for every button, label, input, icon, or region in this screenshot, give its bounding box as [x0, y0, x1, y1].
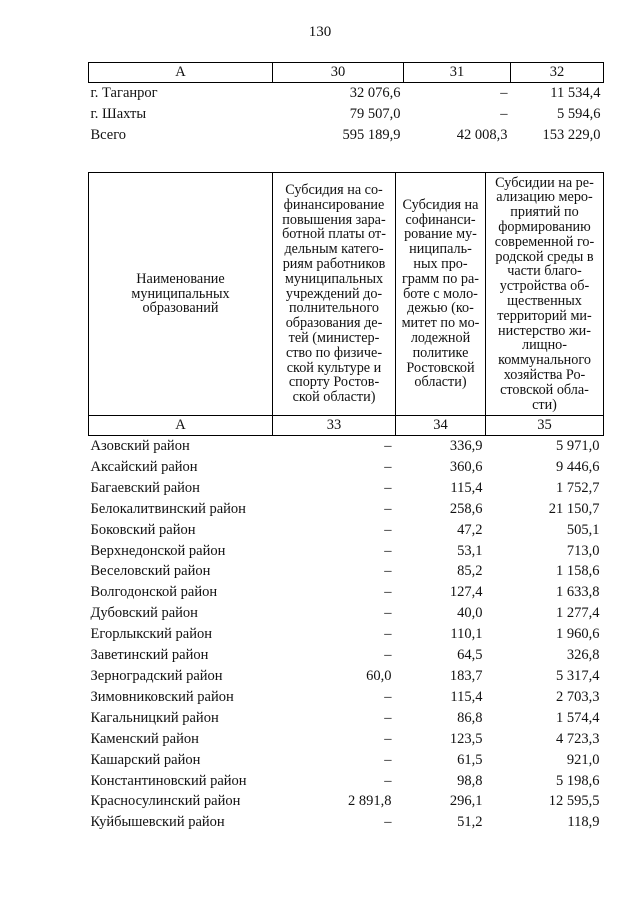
value-col-33: –: [384, 814, 392, 831]
value-col-33: –: [384, 458, 392, 475]
value-col-33: –: [384, 563, 392, 580]
header-col-33: Субсидия на со- финансирование повышения зара- ботной платы от- дельным катего- риям работников муниципальных учреждений до- полнительного образования де- тей (министер- ство по физиче- ской культуре и спорту Ростов- ской области): [273, 173, 396, 416]
municipality-name: Верхнедонской район: [90, 542, 226, 559]
value-col-35: 5 971,0: [556, 438, 600, 454]
table-row: [89, 582, 604, 603]
value-col-33: 60,0: [366, 667, 392, 684]
value-col-33: –: [384, 500, 392, 517]
total-col-31: 42 008,3: [456, 127, 508, 143]
column-number-a: А: [89, 416, 273, 436]
value-col-34: 86,8: [457, 709, 483, 726]
municipality-name: Константиновский район: [90, 772, 247, 789]
total-label: Всего: [90, 127, 127, 143]
municipality-name: Дубовский район: [90, 605, 198, 622]
value-col-32: 11 534,4: [550, 85, 601, 101]
value-col-34: 115,4: [450, 688, 483, 705]
value-col-34: 51,2: [457, 814, 483, 831]
page-number: 130: [308, 24, 332, 40]
municipality-name: Куйбышевский район: [90, 814, 225, 831]
column-number-35: 35: [486, 416, 604, 436]
value-col-35: 1 574,4: [556, 709, 600, 726]
table-row: [89, 104, 604, 125]
municipality-name: Кагальницкий район: [90, 709, 219, 726]
table-row: [89, 750, 604, 771]
value-col-33: –: [384, 751, 392, 768]
table-row: [89, 708, 604, 729]
value-col-34: 127,4: [449, 584, 483, 601]
table-row: [89, 812, 604, 833]
value-col-35: 1 277,4: [556, 605, 600, 622]
municipality-name: Кашарский район: [90, 751, 201, 768]
table-row: [89, 478, 604, 499]
municipality-name: г. Шахты: [90, 106, 147, 122]
value-col-31: –: [500, 106, 508, 122]
value-col-35: 1 158,6: [556, 563, 600, 580]
value-col-35: 21 150,7: [548, 500, 600, 517]
value-col-30: 79 507,0: [349, 106, 401, 122]
value-col-35: 1 960,6: [556, 626, 600, 643]
subsidies-table: [88, 172, 604, 833]
header-cell-30: 30: [273, 63, 404, 83]
value-col-34: 40,0: [457, 605, 483, 622]
value-col-35: 505,1: [566, 521, 600, 538]
value-col-35: 1 752,7: [556, 479, 600, 496]
value-col-35: 4 723,3: [556, 730, 600, 747]
table-row: [89, 666, 604, 687]
value-col-33: –: [384, 626, 392, 643]
value-col-35: 1 633,8: [556, 584, 600, 601]
table-row: [89, 624, 604, 645]
table-row: [89, 561, 604, 582]
value-col-35: 2 703,3: [556, 688, 600, 705]
table-row: [89, 791, 604, 812]
value-col-34: 296,1: [449, 793, 483, 810]
value-col-35: 118,9: [567, 814, 600, 831]
value-col-34: 183,7: [449, 667, 483, 684]
value-col-35: 326,8: [566, 647, 600, 664]
table-row: [89, 520, 604, 541]
value-col-32: 5 594,6: [557, 106, 601, 122]
value-col-33: –: [384, 542, 392, 559]
table-row: [89, 687, 604, 708]
value-col-33: –: [384, 521, 392, 538]
value-col-33: 2 891,8: [348, 793, 392, 810]
value-col-34: 85,2: [457, 563, 483, 580]
value-col-34: 98,8: [457, 772, 483, 789]
municipality-name: Азовский район: [90, 438, 190, 454]
municipality-name: Веселовский район: [90, 563, 211, 580]
value-col-35: 9 446,6: [556, 458, 600, 475]
value-col-34: 123,5: [449, 730, 483, 747]
table-row: [89, 603, 604, 624]
value-col-34: 53,1: [457, 542, 483, 559]
column-number-34: 34: [396, 416, 486, 436]
header-cell-name: А: [89, 63, 273, 83]
value-col-30: 32 076,6: [349, 85, 401, 101]
column-number-33: 33: [273, 416, 396, 436]
value-col-34: 115,4: [450, 479, 483, 496]
municipality-name: Волгодонской район: [90, 584, 218, 601]
value-col-35: 5 317,4: [556, 667, 600, 684]
table-row: [89, 83, 604, 105]
value-col-33: –: [384, 479, 392, 496]
header-municipality: Наименование муниципальных образований: [89, 173, 273, 416]
value-col-33: –: [384, 438, 392, 454]
header-cell-32: 32: [511, 63, 604, 83]
municipality-name: Зерноградский район: [90, 667, 223, 684]
table-row: [89, 541, 604, 562]
value-col-33: –: [384, 605, 392, 622]
value-col-34: 47,2: [457, 521, 483, 538]
value-col-33: –: [384, 730, 392, 747]
municipality-name: Каменский район: [90, 730, 199, 747]
value-col-33: –: [384, 709, 392, 726]
value-col-35: 5 198,6: [556, 772, 600, 789]
municipality-name: Боковский район: [90, 521, 196, 538]
value-col-35: 713,0: [566, 542, 600, 559]
municipality-name: Аксайский район: [90, 458, 198, 475]
value-col-34: 61,5: [457, 751, 483, 768]
value-col-35: 921,0: [566, 751, 600, 768]
value-col-35: 12 595,5: [548, 793, 600, 810]
municipality-name: Зимовниковский район: [90, 688, 234, 705]
value-col-34: 336,9: [449, 438, 483, 454]
table-header-row: [89, 63, 604, 83]
header-cell-31: 31: [404, 63, 511, 83]
value-col-34: 110,1: [450, 626, 483, 643]
total-col-32: 153 229,0: [542, 127, 601, 143]
table-row: [89, 771, 604, 792]
value-col-33: –: [384, 584, 392, 601]
value-col-33: –: [384, 772, 392, 789]
total-col-30: 595 189,9: [342, 127, 401, 143]
municipality-name: Егорлыкский район: [90, 626, 212, 643]
municipality-name: Белокалитвинский район: [90, 500, 246, 517]
value-col-34: 258,6: [449, 500, 483, 517]
municipality-name: Красносулинский район: [90, 793, 241, 810]
value-col-31: –: [500, 85, 508, 101]
total-row: [89, 125, 604, 146]
header-col-35: Субсидии на ре- ализацию меро- приятий по формированию современной го- родской среды в части благо- устройства об- щественных территорий ми- нистерство жи- лищно- коммунального хозяйства Ро- стовской обла- сти): [486, 173, 604, 416]
continuation-table: [88, 62, 604, 146]
table-header-row: [89, 173, 604, 416]
value-col-34: 64,5: [457, 647, 483, 664]
value-col-33: –: [384, 647, 392, 664]
table-row: [89, 457, 604, 478]
municipality-name: г. Таганрог: [90, 85, 158, 101]
municipality-name: Заветинский район: [90, 647, 209, 664]
table-row: [89, 645, 604, 666]
table-row: [89, 729, 604, 750]
municipality-name: Багаевский район: [90, 479, 200, 496]
table-row: [89, 499, 604, 520]
value-col-34: 360,6: [449, 458, 483, 475]
column-number-row: [89, 416, 604, 436]
table-row: [89, 436, 604, 457]
header-col-34: Субсидия на софинанси- рование му- ниципаль- ных про- грамм по ра- боте с моло- дежью (ко- митет по мо- лодежной политике Ростовской области): [396, 173, 486, 416]
value-col-33: –: [384, 688, 392, 705]
